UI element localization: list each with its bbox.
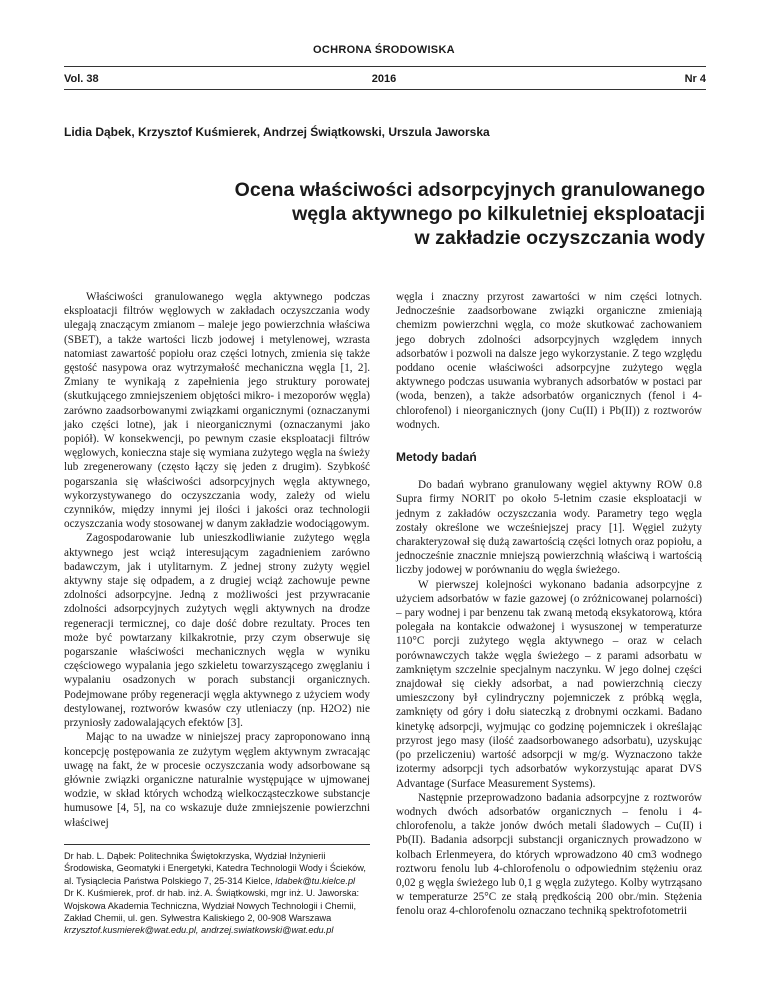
header-rule-bottom	[64, 89, 706, 90]
paragraph: Do badań wybrano granulowany węgiel aktywny ROW 0.8 Supra firmy NORIT po około 5-letnim czasie eksploatacji w jednym z zakładów oczyszczania wody. Parametry tego węgla zostały określone we wcześniejszej pracy [1]. Węgiel zużyty charakteryzował się dużą zawartością części lotnych oraz popiołu, a jednocześnie znacznie mniejszą powierzchnią właściwą i wartością liczby jodowej w porównaniu do węgla świeżego.	[396, 479, 702, 577]
year-label: 2016	[371, 73, 397, 85]
paragraph: Następnie przeprowadzono badania adsorpcyjne z roztworów wodnych dwóch adsorbatów organicznych – fenolu i 4-chlorofenolu, a także jonów dwóch metali śladowych – Cu(II) i Pb(II). Badania adsorpcji substancji organicznych prowadzono w kolbach Erlenmeyera, do których wprowadzono 40 cm3 wodnego roztworu fenolu lub 4-chlorofenolu o odpowiednim stężeniu oraz 0,02 g węgla świeżego lub 0,1 g węgla zużytego. Kolby wytrząsano w temperaturze 25°C ze stałą prędkością 200 obr./min. Stężenia fenolu oraz 4-chlorofenolu oznaczano techniką spektrofotometrii	[396, 791, 702, 918]
paragraph: węgla i znaczny przyrost zawartości w nim części lotnych. Jednocześnie zaadsorbowane związki organiczne zmieniają chemizm powierzchni węgla, co może skutkować zachowaniem jego dobrych zdolności adsorpcyjnych względem innych adsorbatów i pozwoli na dalsze jego wykorzystanie. Z tego względu poddano ocenie właściwości adsorpcyjne zużytego węgla aktywnego podczas usuwania wybranych adsorbatów w postaci par (woda, benzen), a także adsorbatów organicznych (fenol i 4-chlorofenol) i nieorganicznych (jony Cu(II) i Pb(II)) z roztworów wodnych.	[396, 291, 702, 431]
issue-number: Nr 4	[684, 73, 706, 85]
article-title	[105, 178, 705, 250]
header-rule-top	[64, 66, 706, 67]
footnote-email-2[interactable]: krzysztof.kusmierek@wat.edu.pl, andrzej.swiatkowski@wat.edu.pl	[64, 925, 334, 936]
volume-label: Vol. 38	[64, 73, 99, 85]
footnote-email-1[interactable]: ldabek@tu.kielce.pl	[275, 875, 356, 886]
footnote-affiliation-2: Dr K. Kuśmierek, prof. dr hab. inż. A. Świątkowski, mgr inż. U. Jaworska: Wojskowa Akademia Techniczna, Wydział Nowych Technologii i Chemii, Zakład Chemii, ul. gen. Sylwestra Kaliskiego 2, 00-908 Warszawa	[64, 888, 360, 924]
left-column	[64, 290, 370, 830]
paragraph: Właściwości granulowanego węgla aktywnego podczas eksploatacji filtrów węglowych w zakładach oczyszczania wody ulegają znaczącym zmianom – maleje jego powierzchnia właściwa (SBET), a także wartości liczb jodowej i metylenowej, wzrasta natomiast zawartość popiołu oraz części lotnych, zmienia się także gęstość nasypowa oraz wytrzymałość mechaniczna węgla [1, 2]. Zmiany te wynikają z zapełnienia jego struktury porowatej (skutkującego zmniejszeniem objętości mikro- i mezoporów węgla) zarówno zaadsorbowanymi związkami organicznymi (oznaczanymi jako części lotne), jak i nieorganicznymi (oznaczanymi jako popiół). W konsekwencji, po pewnym czasie eksploatacji filtrów węglowych, konieczna staje się wymiana zużytego węgla na świeży lub zregenerowany (często łączy się jeden z drugim). Szybkość pogarszania się właściwości adsorpcyjnych węgla aktywnego, wykorzystywanego do oczyszczania wody, zależy od wielu czynników, między innymi jej ilości i jakości oraz technologii oczyszczania wody stosowanej w danym zakładzie wodociągowym.	[64, 291, 370, 531]
paragraph: Mając to na uwadze w niniejszej pracy zaproponowano inną koncepcję postępowania ze zużytym węglem aktywnym zwracając uwagę na fakt, że w procesie oczyszczania wody adsorbowane są głównie związki organiczne naturalnie występujące w ujmowanej wodzie, w skład których wchodzą wielkocząsteczkowe substancje humusowe [4, 5], na co wskazuje duże zmniejszenie powierzchni właściwej	[64, 731, 370, 829]
journal-name: OCHRONA ŚRODOWISKA	[313, 44, 455, 56]
paragraph: W pierwszej kolejności wykonano badania adsorpcyjne z użyciem adsorbatów w fazie gazowej (o zróżnicowanej polarności) – pary wodnej i par benzenu tak zwaną metodą eksykatorową, która polegała na kontakcie odważonej i wysuszonej w temperaturze 110°C porcji zużytego węgla aktywnego – oraz w celach porównawczych także węgla świeżego – z parami adsorbatu w zamkniętym szczelnie specjalnym naczynku. W jego dolnej części znajdował się ciekły adsorbat, a nad powierzchnią cieczy umieszczony był cylindryczny pojemniczek z próbką węgla, zamknięty od góry i dołu siateczką z drobnymi oczkami. Badano kinetykę adsorpcji, wyjmując co godzinę pojemniczek i określając przyrost jego masy (ilość zaadsorbowanego adsorbatu), uzyskując (po przeliczeniu) wartość adsorpcji w mg/g. Wyznaczono także izotermy adsorpcji tych adsorbatów wykorzystując aparat DVS Advantage (Surface Measurement Systems).	[396, 578, 702, 790]
footnote-affiliation-1: Dr hab. L. Dąbek: Politechnika Świętokrzyska, Wydział Inżynierii Środowiska, Geomatyki i Energetyki, Katedra Technologii Wody i Ścieków, al. Tysiąclecia Państwa Polskiego 7, 25-314 Kielce,	[64, 851, 366, 886]
title-line-2: węgla aktywnego po kilkuletniej eksploatacji	[292, 203, 705, 225]
title-line-3: w zakładzie oczyszczania wody	[414, 227, 705, 249]
section-heading: Metody badań	[396, 450, 477, 465]
right-column	[396, 290, 702, 919]
title-line-1: Ocena właściwości adsorpcyjnych granulowanego	[234, 179, 705, 201]
paragraph: Zagospodarowanie lub unieszkodliwianie zużytego węgla aktywnego jest wciąż interesującym zagadnieniem zarówno badawczym, jak i utylitarnym. Z jednej strony zużyty węgiel aktywny staje się odpadem, a z drugiej wciąż zachowuje pewne zdolności adsorpcyjne. Jedną z możliwości jest przywracanie zdolności adsorpcyjnych zużytych węgli aktywnych na drodze regeneracji termicznej, co daje dość dobre rezultaty. Proces ten może być powtarzany kilkakrotnie, przy czym obserwuje się pogarszanie właściwości mechanicznych węgla w wyniku częściowego wypalania jego szkieletu towarzyszącego zwęglaniu i wypalaniu osadzonych w porach substancji organicznych. Podejmowane próby regeneracji węgla aktywnego z użyciem wody destylowanej, roztworów kwasów czy utleniaczy (np. H2O2) nie przyniosły zadowalających efektów [3].	[64, 532, 370, 730]
author-footnote	[64, 850, 370, 937]
authors: Lidia Dąbek, Krzysztof Kuśmierek, Andrzej Świątkowski, Urszula Jaworska	[64, 125, 490, 139]
footnote-separator	[64, 844, 370, 845]
